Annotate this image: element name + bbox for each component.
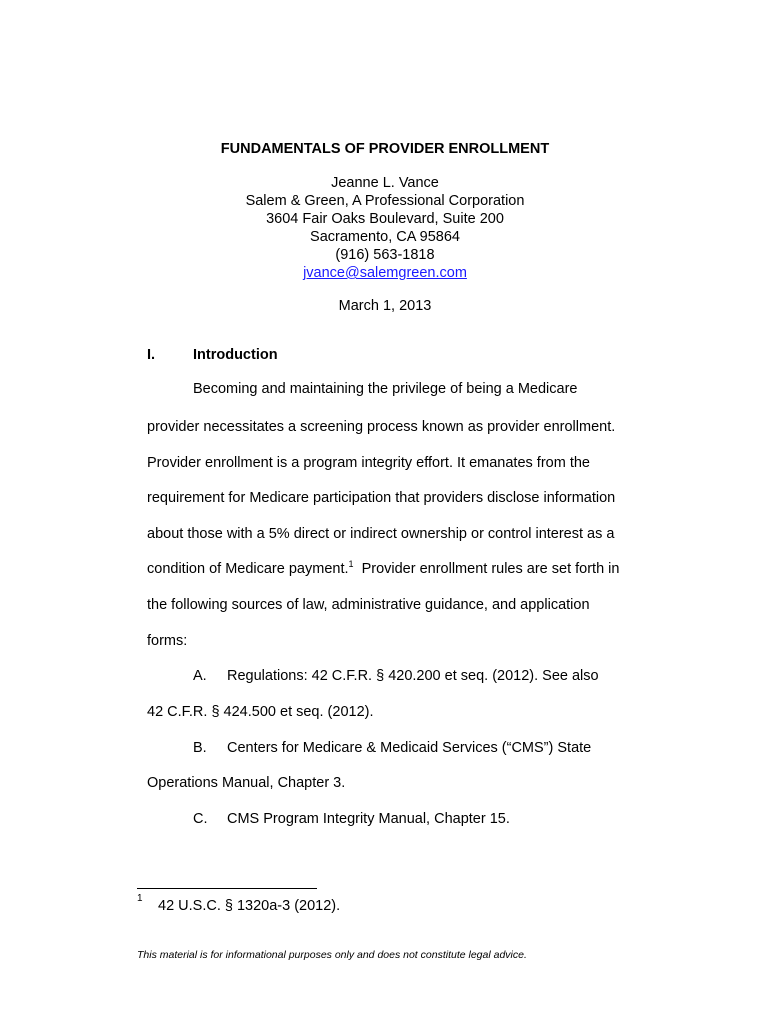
list-item-a: Regulations: 42 C.F.R. § 420.200 et seq. (2012). See also — [227, 668, 599, 684]
body-line-6 — [147, 560, 619, 578]
list-item-b-continuation: Operations Manual, Chapter 3. — [147, 775, 346, 791]
body-line-5: about those with a 5% direct or indirect ownership or control interest as a — [147, 526, 615, 542]
footnote-text: 42 U.S.C. § 1320a-3 (2012). — [158, 898, 341, 914]
author-street: 3604 Fair Oaks Boulevard, Suite 200 — [266, 211, 504, 227]
footnote-reference[interactable]: 1 — [348, 559, 354, 570]
document-date: March 1, 2013 — [338, 298, 432, 314]
body-line-8: forms: — [147, 633, 188, 649]
footnote-number: 1 — [137, 893, 143, 904]
author-phone: (916) 563-1818 — [335, 247, 435, 263]
author-email-link[interactable]: jvance@salemgreen.com — [303, 265, 467, 281]
list-letter-b: B. — [193, 740, 207, 756]
list-item-a-continuation: 42 C.F.R. § 424.500 et seq. (2012). — [147, 704, 374, 720]
section-heading: Introduction — [193, 347, 278, 363]
document-title: FUNDAMENTALS OF PROVIDER ENROLLMENT — [220, 141, 550, 157]
author-city: Sacramento, CA 95864 — [310, 229, 460, 245]
disclaimer: This material is for informational purposes only and does not constitute legal advice. — [137, 949, 527, 961]
list-letter-a: A. — [193, 668, 207, 684]
body-line-2: provider necessitates a screening process known as provider enrollment. — [147, 419, 616, 435]
body-line-4: requirement for Medicare participation that providers disclose information — [147, 490, 616, 506]
body-line-7: the following sources of law, administrative guidance, and application — [147, 597, 590, 613]
body-line-6-rest: Provider enrollment rules are set forth in — [353, 561, 620, 577]
body-line-3: Provider enrollment is a program integrity effort. It emanates from the — [147, 455, 590, 471]
footnote-separator — [137, 888, 317, 889]
list-item-c: CMS Program Integrity Manual, Chapter 15. — [227, 811, 510, 827]
section-number: I. — [147, 347, 156, 363]
body-line-1: Becoming and maintaining the privilege of being a Medicare — [193, 381, 578, 397]
author-name: Jeanne L. Vance — [331, 175, 439, 191]
list-item-b: Centers for Medicare & Medicaid Services (“CMS”) State — [227, 740, 592, 756]
author-firm: Salem & Green, A Professional Corporation — [245, 193, 525, 209]
list-letter-c: C. — [193, 811, 208, 827]
body-line-6-text: condition of Medicare payment. — [147, 561, 349, 577]
author-email-row — [0, 264, 770, 282]
